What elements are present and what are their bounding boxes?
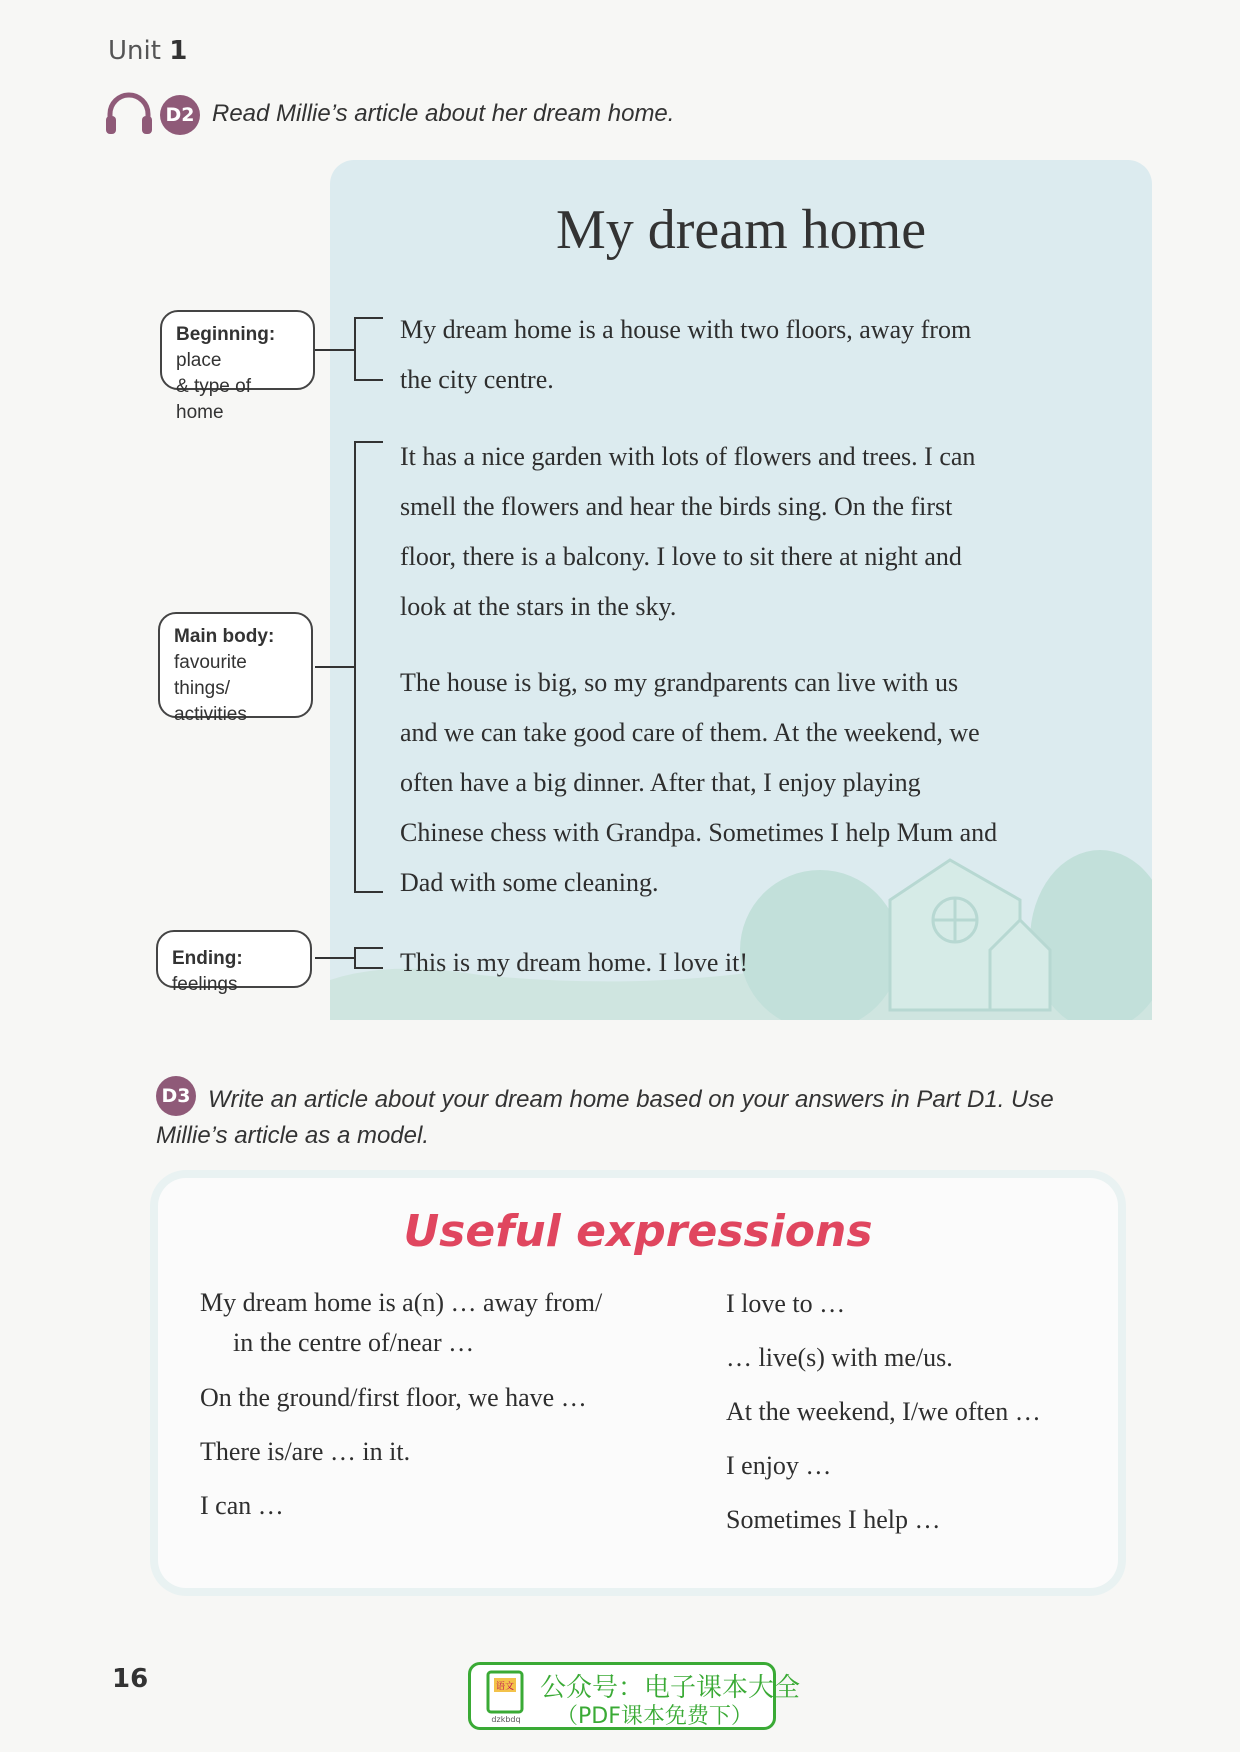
page-number: 16 (112, 1664, 149, 1694)
expression-item: … live(s) with me/us. (726, 1343, 953, 1372)
article-title: My dream home (555, 199, 927, 261)
text-line: look at the stars in the sky. (400, 592, 677, 621)
text-line: My dream home is a house with two floors, away from (400, 315, 972, 344)
expression-item: I love to … (726, 1289, 846, 1318)
text-line: smell the flowers and hear the birds sing. On the first (400, 492, 953, 521)
expression-item: My dream home is a(n) … away from/ (200, 1288, 603, 1317)
d2-badge: D2 (160, 95, 200, 135)
text-line: the city centre. (400, 365, 554, 394)
book-icon-small-text: dzkbdq (491, 1715, 521, 1724)
unit-word: Unit (108, 36, 161, 66)
paragraph-beginning (400, 305, 971, 405)
label-beginning-head: Beginning: (176, 324, 276, 345)
label-ending (156, 930, 312, 995)
d3-instruction: Write an article about your dream home based on your answers in Part D1. Use Millie’s article as a model. (156, 1086, 1054, 1149)
headphones-icon[interactable] (104, 90, 154, 140)
paragraph-ending (400, 938, 748, 988)
paragraph-main-2 (400, 658, 997, 908)
book-icon (484, 1668, 528, 1728)
expression-item: Sometimes I help … (726, 1505, 941, 1534)
text-line: Chinese chess with Grandpa. Sometimes I help Mum and (400, 818, 998, 847)
label-ending-rest: feelings (172, 974, 238, 995)
text-line: floor, there is a balcony. I love to sit there at night and (400, 542, 962, 571)
unit-header (108, 36, 187, 66)
text-line: often have a big dinner. After that, I enjoy playing (400, 768, 921, 797)
expression-item: I can … (200, 1491, 284, 1520)
expression-item: There is/are … in it. (200, 1437, 411, 1466)
expression-item: in the centre of/near … (233, 1328, 475, 1357)
useful-expressions-title: Useful expressions (403, 1206, 873, 1257)
structure-brackets (315, 300, 395, 1000)
label-beginning-line2: & type of home (176, 376, 251, 423)
label-main-line2: favourite things/ (174, 652, 247, 699)
text-line: and we can take good care of them. At the weekend, we (400, 718, 980, 747)
text-line: The house is big, so my grandparents can live with us (400, 668, 959, 697)
expression-item: On the ground/first floor, we have … (200, 1383, 587, 1412)
d2-instruction: Read Millie’s article about her dream home. (212, 100, 675, 127)
book-icon-text: 语文 (495, 1682, 515, 1692)
label-beginning-rest: place (176, 350, 222, 371)
label-main-line3: activities (174, 704, 247, 725)
expression-item: I enjoy … (726, 1451, 832, 1480)
unit-number: 1 (169, 36, 188, 66)
expression-item: At the weekend, I/we often … (726, 1397, 1041, 1426)
label-main-head: Main body: (174, 626, 275, 647)
label-ending-head: Ending: (172, 948, 243, 969)
paragraph-main-1 (400, 432, 975, 632)
text-line: Dad with some cleaning. (400, 868, 659, 897)
label-beginning (160, 310, 315, 423)
text-line: It has a nice garden with lots of flowers and trees. I can (400, 442, 976, 471)
text-line: This is my dream home. I love it! (400, 948, 749, 977)
label-main-body (158, 612, 313, 725)
watermark-line1: 公众号：电子课本大全 (540, 1673, 801, 1703)
d3-badge: D3 (156, 1076, 196, 1116)
watermark-line2: （PDF课本免费下） (556, 1704, 753, 1729)
